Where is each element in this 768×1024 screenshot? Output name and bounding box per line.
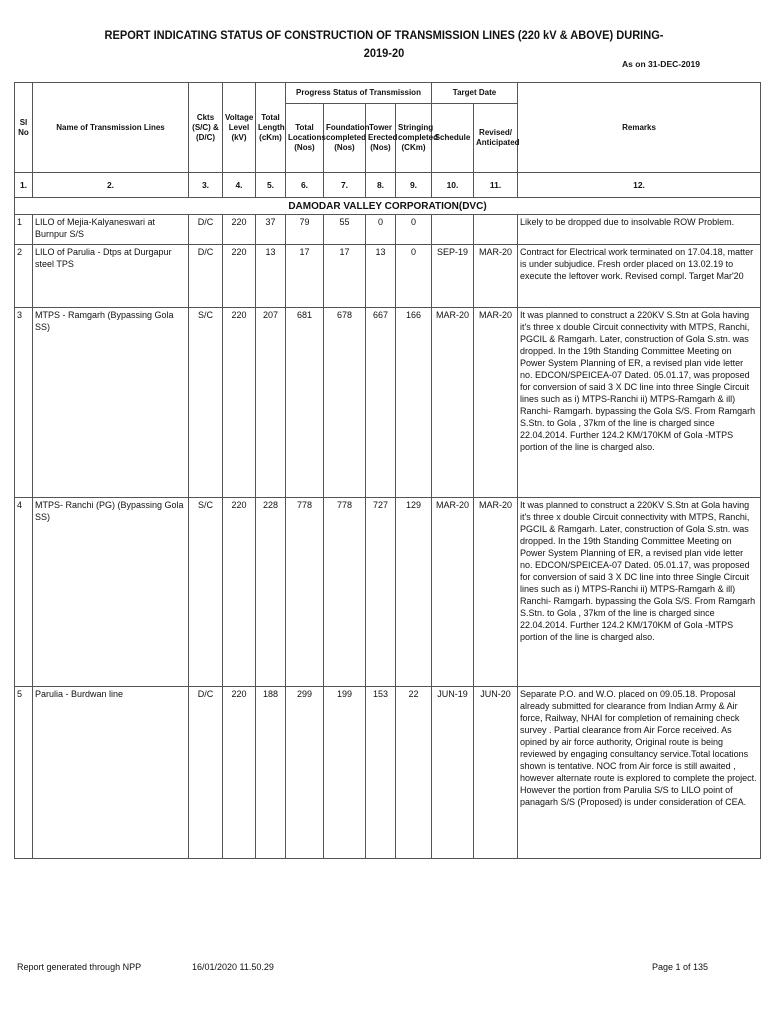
header-ckts: Ckts (S/C) & (D/C) bbox=[189, 83, 223, 173]
row-foundation: 55 bbox=[324, 215, 366, 245]
row-tower: 153 bbox=[366, 687, 396, 859]
table-row bbox=[15, 245, 761, 308]
row-length: 13 bbox=[256, 245, 286, 308]
footer-timestamp: 16/01/2020 11.50.29 bbox=[192, 962, 274, 972]
row-length: 228 bbox=[256, 498, 286, 687]
header-sl-no: Sl No bbox=[15, 83, 33, 173]
footer-generated: Report generated through NPP bbox=[17, 962, 142, 972]
column-number: 10. bbox=[432, 173, 474, 198]
row-foundation: 199 bbox=[324, 687, 366, 859]
row-ckt: S/C bbox=[189, 308, 223, 498]
row-foundation: 778 bbox=[324, 498, 366, 687]
row-stringing: 22 bbox=[396, 687, 432, 859]
column-number: 4. bbox=[223, 173, 256, 198]
table-row bbox=[15, 308, 761, 498]
header-stringing: Stringing completed (CKm) bbox=[396, 104, 432, 173]
header-revised: Revised/ Anticipated bbox=[474, 104, 518, 173]
row-remarks: Contract for Electrical work terminated on 17.04.18, matter is under subjudice. Fresh order placed on 13.02.19 to execute the leftover work. Revised compl. Target Mar'20 bbox=[518, 245, 761, 308]
row-ckt: D/C bbox=[189, 687, 223, 859]
row-voltage: 220 bbox=[223, 687, 256, 859]
row-voltage: 220 bbox=[223, 308, 256, 498]
header-target-group: Target Date bbox=[432, 83, 518, 104]
row-stringing: 0 bbox=[396, 215, 432, 245]
row-foundation: 678 bbox=[324, 308, 366, 498]
column-number: 2. bbox=[33, 173, 189, 198]
row-ckt: D/C bbox=[189, 215, 223, 245]
row-tower: 13 bbox=[366, 245, 396, 308]
row-tower: 727 bbox=[366, 498, 396, 687]
row-revised: MAR-20 bbox=[474, 498, 518, 687]
footer-page-number: Page 1 of 135 bbox=[651, 962, 708, 972]
row-voltage: 220 bbox=[223, 498, 256, 687]
transmission-status-table bbox=[14, 82, 761, 859]
column-number: 8. bbox=[366, 173, 396, 198]
header-name: Name of Transmission Lines bbox=[33, 83, 189, 173]
row-ckt: S/C bbox=[189, 498, 223, 687]
row-sl: 5 bbox=[15, 687, 33, 859]
row-line-name: Parulia - Burdwan line bbox=[33, 687, 189, 859]
row-revised: MAR-20 bbox=[474, 308, 518, 498]
report-title-line2: 2019-20 bbox=[363, 46, 405, 60]
column-number: 12. bbox=[518, 173, 761, 198]
column-number: 1. bbox=[15, 173, 33, 198]
column-number-row bbox=[15, 173, 761, 198]
row-locations: 681 bbox=[286, 308, 324, 498]
table-row bbox=[15, 215, 761, 245]
row-stringing: 166 bbox=[396, 308, 432, 498]
row-foundation: 17 bbox=[324, 245, 366, 308]
column-number: 9. bbox=[396, 173, 432, 198]
row-line-name: LILO of Parulia - Dtps at Durgapur steel TPS bbox=[33, 245, 189, 308]
row-remarks: Separate P.O. and W.O. placed on 09.05.18. Proposal already submitted for clearance from Indian Army & Air force, Railway, NHAI for completion of remaining check survey . Partial clearance from Air Force received. As opined by air force authority, Original route is being reviewed by engaging consultancy service.Total locations shown is tentative. NOC from Air force is still awaited , however alternate route is explored to complete the project. However the portion from Parulia S/S to LILO point of panagarh S/S (Proposed) is under consideration of CEA. bbox=[518, 687, 761, 859]
column-number: 6. bbox=[286, 173, 324, 198]
row-tower: 667 bbox=[366, 308, 396, 498]
row-sl: 2 bbox=[15, 245, 33, 308]
header-progress-group: Progress Status of Transmission bbox=[286, 83, 432, 104]
row-stringing: 129 bbox=[396, 498, 432, 687]
header-total-locations: Total Locations (Nos) bbox=[286, 104, 324, 173]
section-row bbox=[15, 198, 761, 215]
row-revised: JUN-20 bbox=[474, 687, 518, 859]
report-title-line1: REPORT INDICATING STATUS OF CONSTRUCTION OF TRANSMISSION LINES (220 kV & ABOVE) DURING- bbox=[104, 28, 664, 42]
row-sl: 3 bbox=[15, 308, 33, 498]
header-tower: Tower Erected (Nos) bbox=[366, 104, 396, 173]
row-remarks: Likely to be dropped due to insolvable ROW Problem. bbox=[518, 215, 761, 245]
section-title: DAMODAR VALLEY CORPORATION(DVC) bbox=[15, 198, 761, 215]
row-length: 188 bbox=[256, 687, 286, 859]
row-locations: 79 bbox=[286, 215, 324, 245]
row-revised bbox=[474, 215, 518, 245]
row-ckt: D/C bbox=[189, 245, 223, 308]
header-foundation: Foundation completed (Nos) bbox=[324, 104, 366, 173]
header-voltage: Voltage Level (kV) bbox=[223, 83, 256, 173]
column-number: 11. bbox=[474, 173, 518, 198]
table-row bbox=[15, 687, 761, 859]
row-schedule: JUN-19 bbox=[432, 687, 474, 859]
row-schedule: MAR-20 bbox=[432, 498, 474, 687]
row-line-name: MTPS- Ranchi (PG) (Bypassing Gola SS) bbox=[33, 498, 189, 687]
row-stringing: 0 bbox=[396, 245, 432, 308]
row-tower: 0 bbox=[366, 215, 396, 245]
header-schedule: Schedule bbox=[432, 104, 474, 173]
row-voltage: 220 bbox=[223, 215, 256, 245]
row-sl: 1 bbox=[15, 215, 33, 245]
row-line-name: MTPS - Ramgarh (Bypassing Gola SS) bbox=[33, 308, 189, 498]
row-revised: MAR-20 bbox=[474, 245, 518, 308]
row-schedule bbox=[432, 215, 474, 245]
row-line-name: LILO of Mejia-Kalyaneswari at Burnpur S/S bbox=[33, 215, 189, 245]
column-number: 5. bbox=[256, 173, 286, 198]
header-remarks: Remarks bbox=[518, 83, 761, 173]
column-number: 3. bbox=[189, 173, 223, 198]
row-sl: 4 bbox=[15, 498, 33, 687]
report-title bbox=[86, 26, 682, 62]
row-locations: 17 bbox=[286, 245, 324, 308]
column-number: 7. bbox=[324, 173, 366, 198]
row-remarks: It was planned to construct a 220KV S.Stn at Gola having it's three x double Circuit connectivity with MTPS, Ranchi, PGCIL & Ramgarh. Later, construction of Gola S.stn. was dropped. In the 19th Standing Committee Meeting on Power System Planning of ER, a revised plan vide letter no. EDCON/SPEICEA-07 Dated. 05.01.17, was proposed for conversion of said 3 X DC line into three Single Circuit lines such as i) MTPS-Ranchi ii) MTPS-Ramgarh & ill) Ranchi- Ramgarh. bypassing the Gola S/S. From Ramgarh S.Stn. to Gola , 37km of the line is charged since 22.04.2014. Further 124.2 KM/170KM of Gola -MTPS portion of the line is charged also. bbox=[518, 498, 761, 687]
row-remarks: It was planned to construct a 220KV S.Stn at Gola having it's three x double Circuit connectivity with MTPS, Ranchi, PGCIL & Ramgarh. Later, construction of Gola S.stn. was dropped. In the 19th Standing Committee Meeting on Power System Planning of ER, a revised plan vide letter no. EDCON/SPEICEA-07 Dated. 05.01.17, was proposed for conversion of said 3 X DC line into three Single Circuit lines such as i) MTPS-Ranchi ii) MTPS-Ramgarh & ill) Ranchi- Ramgarh. bypassing the Gola S/S. From Ramgarh S.Stn. to Gola , 37km of the line is charged since 22.04.2014. Further 124.2 KM/170KM of Gola -MTPS portion of the line is charged also. bbox=[518, 308, 761, 498]
row-locations: 299 bbox=[286, 687, 324, 859]
as-on-date: As on 31-DEC-2019 bbox=[622, 59, 700, 69]
table-row bbox=[15, 498, 761, 687]
row-voltage: 220 bbox=[223, 245, 256, 308]
row-schedule: SEP-19 bbox=[432, 245, 474, 308]
row-schedule: MAR-20 bbox=[432, 308, 474, 498]
row-locations: 778 bbox=[286, 498, 324, 687]
row-length: 37 bbox=[256, 215, 286, 245]
header-total-length: Total Length (cKm) bbox=[256, 83, 286, 173]
row-length: 207 bbox=[256, 308, 286, 498]
